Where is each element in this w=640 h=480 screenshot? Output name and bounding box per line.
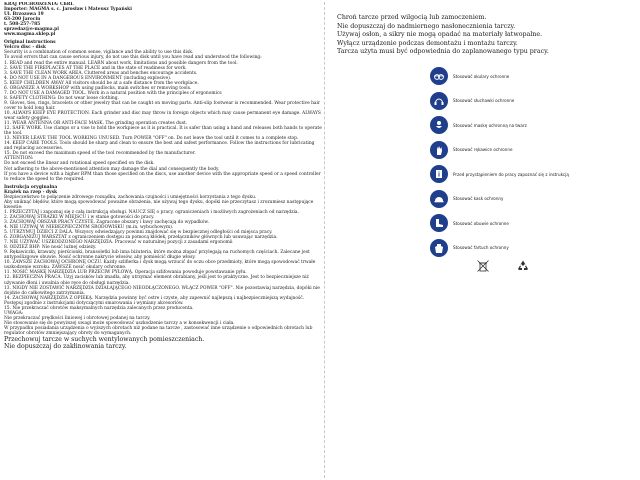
fold-divider xyxy=(324,2,325,478)
safety-item xyxy=(430,189,580,209)
storage-note: Nie dopuszczaj do nadmiernego nasłonecznienia tarczy. xyxy=(337,22,516,30)
instruction-line: Bezpieczeństwo to połączenie zdrowego rozsądku, zachowania czujności i umiejętności korzystania z tego dysku. xyxy=(4,194,257,200)
instruction-line: 6. ORGANIZE A WORKSHOP with using padlocks, main switches or removing tools. xyxy=(4,85,192,91)
apron-icon xyxy=(430,239,448,257)
instruction-line: 7. NIE UŻYWAĆ USZKODZONEGO NARZĘDZIA. Pracować w naturalnej pozycji z zasadami ergonomii xyxy=(4,240,233,246)
safety-item xyxy=(430,238,580,258)
instruction-line: 10. ALWAYS KEEP EYE PROTECTION. Each grinder and disc may throw in foreign objects which may cause permanent eye damage. ALWAYS wear safety goggles. xyxy=(4,110,321,122)
boots-icon xyxy=(430,214,448,232)
safety-item xyxy=(430,66,580,86)
instruction-line: If you have a device with a higher RPM than those specified on the discs, use another device with the appropriate speed or a speed controller to reduce the speed to the required. xyxy=(4,171,321,182)
safety-label: Stosować kask ochronny xyxy=(453,196,504,201)
instruction-line: Do not exceed the linear and rotational speed specified on the disk. xyxy=(4,161,155,167)
storage-note: Tarcza użyta musi być odpowiednia do zaplanowanego typu pracy. xyxy=(337,48,549,55)
header-line: Ul. Brzozowa 19 xyxy=(4,12,44,18)
manual-icon xyxy=(430,165,448,183)
instruction-line: W przypadku posiadania urządzenia o wyższych obrotach niż podane na tarcze , zastosować inne urządzenie o odpowiednich obrotach lub regulator obrotów zmniejszający obroty do wymaganych. xyxy=(4,325,313,336)
instruction-line: 9. Rękawiczki, krawaty, pierścionki, bransoletki lub inna biżuteria, które można złapać przylegają na ruchomych częściach. Zalecane jest antypoślizgowe obuwie. Nosić ochronne nakrycie włosów, aby pomieścić długie włosy. xyxy=(4,250,310,261)
closing-line: Nie dopuszczaj do zakłinowania tarczy. xyxy=(4,343,127,351)
storage-note: Chroń tarcze przed wilgocią lub zamoczeniem. xyxy=(337,14,487,21)
safety-icon-list xyxy=(430,66,580,262)
crossed-bin-icon xyxy=(476,258,490,277)
recycle-icon xyxy=(516,258,530,277)
importer-header xyxy=(4,2,322,37)
safety-label: Stosować rękawice ochronne xyxy=(453,147,513,152)
instruction-line: 11. NOSIĆ MASKĘ NARZĘDZIA LUB PRZECIW PYŁOWĄ. Operacja szlifowania powoduje powstawanie pyłu. xyxy=(4,270,247,276)
header-line: t. 508-257-785 xyxy=(4,22,41,28)
english-lines xyxy=(4,50,322,181)
instruction-line: 1. READ and read the entire manual. LEARN about work, limitations and possible dangers from the tool. xyxy=(4,60,238,66)
polish-section xyxy=(4,185,322,351)
instruction-line: 14. ZACHOWAJ NARZĘDZIA Z OPIEKĄ. Narzędzia powinny być ostre i czyste, aby zapewnić najlepszą i najbezpieczniejszą wydajność. Postępuj zgodnie z instrukcjami dotyczącymi smarowania i wymiany akcesoriów. xyxy=(4,295,305,306)
safety-label: Stosować fartuch ochronny xyxy=(453,245,509,250)
instruction-line: 2. SAVE THE FIREPLACES AT THE PLACE and in the state of readiness for work. xyxy=(4,65,187,71)
goggles-icon xyxy=(430,67,448,85)
instruction-line: 5. UTRZYMUJ DZIECI Z DALA. Wszyscy odwiedzający powinni znajdować się w bezpiecznej odległości od miejsca pracy. xyxy=(4,230,273,236)
instruction-line: 3. ZACHOWAJ OBSZAR PRACY CZYSTE. Zagracone obszary i ławy zachęcają do wypadków. xyxy=(4,219,210,225)
storage-notes xyxy=(337,14,617,57)
instruction-line: 7. DO NOT USE A DAMAGED TOOL. Work in a natural position with the principles of ergonomics xyxy=(4,90,222,96)
safety-label: Przed przystąpieniem do pracy zapoznać się z instrukcją xyxy=(453,171,569,177)
closing-line: Przechowuj tarcze w suchych wentylowanych pomieszczeniach. xyxy=(4,336,205,344)
ear-protection-icon xyxy=(430,92,448,110)
instruction-line: 4. NIE UŻYWAJ W NIEBEZPIECZNYM ŚRODOWISKU (m.in. wybuchowym). xyxy=(4,225,174,231)
instruction-line: Security is a combination of common sense, vigilance and the ability to use this disk. xyxy=(4,50,194,56)
english-section xyxy=(4,40,322,181)
safety-item xyxy=(430,213,580,233)
storage-note: Używaj osłon, a sikry nie mogą opadać na materiały łatwopalne. xyxy=(337,31,543,38)
safety-item xyxy=(430,140,580,160)
header-line: KRAJ POCHODZENIA: ChRL xyxy=(4,2,74,7)
safety-item xyxy=(430,91,580,111)
instruction-line: ATTENTION: xyxy=(4,156,34,162)
instruction-line: UWAGA: xyxy=(4,310,24,316)
instruction-line: 3. SAVE THE CLEAN WORK AREA. Cluttered areas and benches encourage accidents. xyxy=(4,70,198,76)
instruction-line: 10. ZAWSZE ZACHOWAJ OCHRONĘ OCZU. Każdy szlifierka i dysk mogą wrzucić do oczu obce przedmioty, które mogą spowodować trwałe uszkodzenie wzroku. ZAWSZE nosić okulary ochronne. xyxy=(4,260,316,271)
safety-item xyxy=(430,164,580,184)
polish-closing xyxy=(4,336,322,350)
safety-label: Stosować obuwie ochronne xyxy=(453,220,509,226)
instruction-line: 9. Gloves, ties, rings, bracelets or other jewelry that can be caught on moving parts. Anti-slip footwear is recommended. Wear protective hair cover to hold long hair. xyxy=(4,100,321,111)
instruction-line: 5. KEEP CHILDREN AWAY All visitors should be at a safe distance from the workplace. xyxy=(4,80,199,86)
instruction-line: Aby uniknąć błędów, które mogą spowodować poważne obrażenia, nie używaj tego dysku, dopóki nie przeczytasz i zrozumiesz następujące kwestie: xyxy=(4,199,314,210)
polish-heading: Instrukcja oryginalna xyxy=(4,184,58,190)
instruction-line: To avoid errors that can cause serious injury, do not use this disk until you have read and understood the following: xyxy=(4,55,262,61)
safety-label: Stosować okulary ochronne xyxy=(453,73,510,79)
header-line: Importer: MAGMA s. c. Jarosław i Mateusz Typański xyxy=(4,7,132,13)
safety-item xyxy=(430,115,580,135)
safety-label: Stosować słuchawki ochronne xyxy=(453,98,515,103)
instruction-line: 13. NIGDY NIE ZOSTAWIĆ NARZĘDZIA DZIAŁAJĄCEGO NIEODŁĄCZONEGO. WŁĄCZ POWER "OFF". Nie pozostawiaj narzędzia, dopóki nie dojdzie do całkowitego zatrzymania. xyxy=(4,285,320,296)
instruction-line: 11. WEAR ANTENNA OR ANTI-FACE MASK. The grinding operation creates dust. xyxy=(4,121,188,127)
instruction-line: 8. SAFETY CLOTHING: Do not wear loose clothing. xyxy=(4,95,119,101)
instruction-line: Nie przekraczać prędkości liniowej i obrotowej podanej na tarczy. xyxy=(4,315,151,321)
polish-lines xyxy=(4,195,322,336)
instruction-line: 13. NEVER LEAVE THE TOOL WORKING UNUSED. Turn POWER "OFF" on. Do not leave the tool until it comes to a complete stop. xyxy=(4,136,299,142)
instruction-line: 1. PRZECZYTAJ i zapoznaj się z całą instrukcją obsługi. NAUCZ SIĘ o pracy, ograniczeniach i możliwych zagrożeniach od narzędzia. xyxy=(4,209,299,215)
english-heading: Original instructions xyxy=(4,40,56,46)
header-line: 63-200 Jarocin xyxy=(4,17,41,23)
instruction-line: 2. ZACHOWAJ STRAŻKI W MIEJSCU i w stanie gotowości do pracy. xyxy=(4,214,155,220)
english-subheading: Velcro disc - disk xyxy=(4,45,46,51)
header-line: sprzedaz@e-magma.pl xyxy=(4,27,59,33)
instruction-line: 15. Do not exceed the maximum speed of the tool recommended by the manufacturer. xyxy=(4,151,196,157)
instruction-line: 14. KEEP CARE TOOLS. Tools should be sharp and clean to ensure the best and safest performance. Follow the instructions for lubricating and replacing accessories. xyxy=(4,141,315,152)
instruction-line: 4. DO NOT USE IN A DANGEROUS ENVIRONMENT (including explosive). xyxy=(4,75,172,81)
dust-mask-icon xyxy=(430,116,448,134)
instruction-line: 8. ODZIEŻ BHP: Nie nosić luźnej odzieży. xyxy=(4,245,97,251)
instruction-line: Nie stosowanie się do powyższej uwagi może spowodować uszkodzenie tarczy a w konsekwencji i ciała. xyxy=(4,320,235,326)
gloves-icon xyxy=(430,141,448,159)
packaging-marks xyxy=(476,258,530,277)
header-line: www.magma.sklep.pl xyxy=(4,32,56,38)
safety-label: Stosować maskę ochronną na twarz xyxy=(453,122,527,128)
instructions-column xyxy=(4,2,322,478)
helmet-icon xyxy=(430,190,448,208)
instruction-line: 12. SAFE WORK. Use clamps or a vise to hold the workpiece as it is practical. It is safer than using a hand and releases both hands to operate the tool. xyxy=(4,126,322,137)
instruction-line: 12. BEZPIECZNA PRACA. Użyj zacisków lub imadła, aby utrzymać element obrabiany, jeśli jest to praktyczne. Jest to bezpieczniejsze niż używanie dłoni i uwalnia obie ręce do obsługi narzędzia. xyxy=(4,275,309,286)
instruction-line: 15. Nie przekraczać obrotów maksymalnych narzędzia zalecanych przez producenta. xyxy=(4,305,194,311)
instruction-line: Not adhering to the above-mentioned attention may damage the dial and consequently the body. xyxy=(4,166,220,172)
storage-note: Wyłącz urządzenie podczas demontażu i montażu tarczy. xyxy=(337,39,518,47)
polish-subheading: Krążek na rzep - dysk xyxy=(4,189,58,195)
instruction-line: 6. ZORGANIZUJ WARSZTAT z ograniczeniem dostępu za pomocą kłódek, przełączników głównych lub usuwając narzędzia. xyxy=(4,235,278,241)
